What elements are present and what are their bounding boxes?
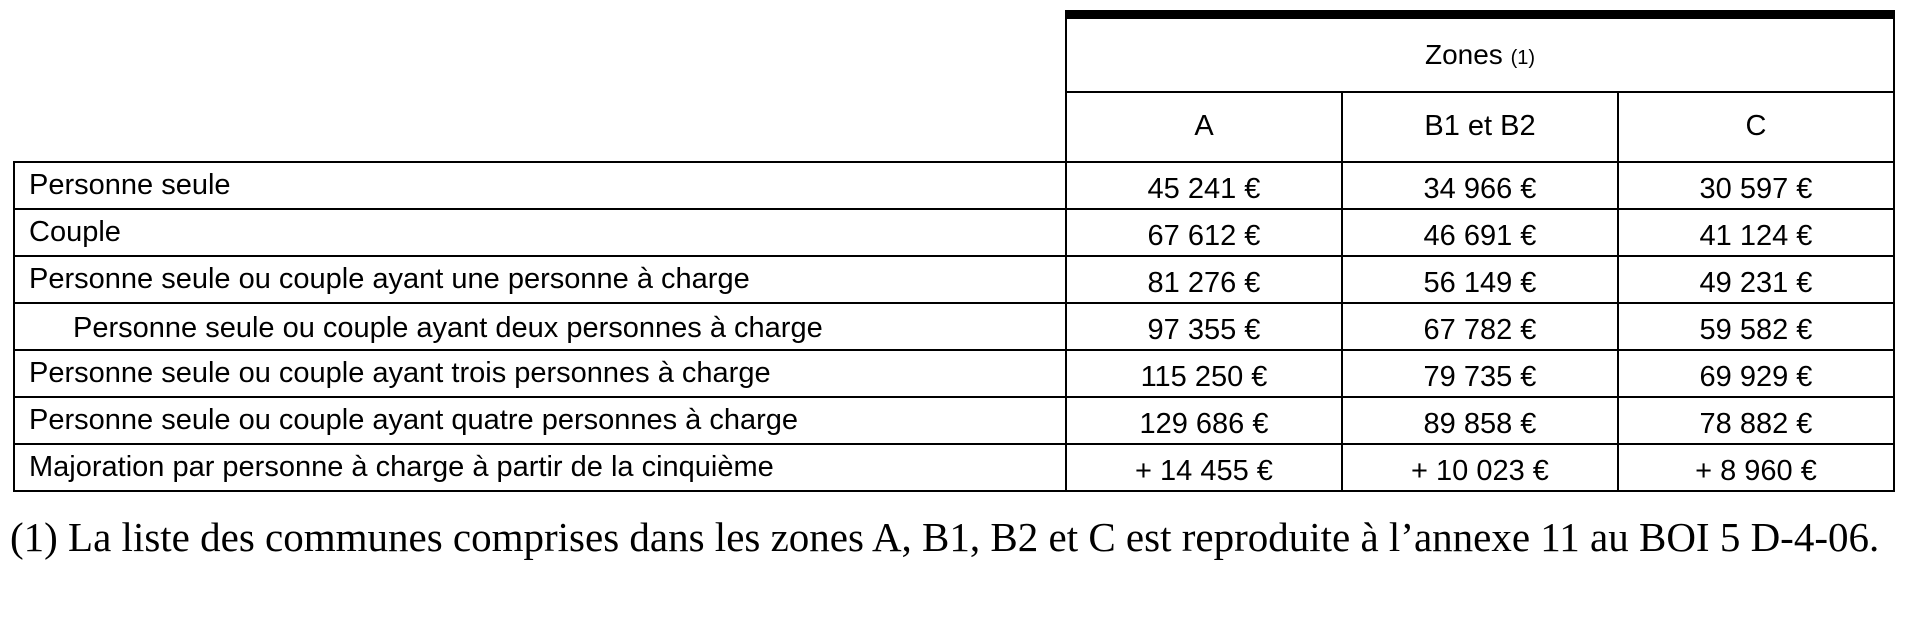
cell-zone-a: + 14 455 € — [1066, 444, 1342, 491]
cell-zone-c: 30 597 € — [1618, 162, 1894, 209]
cell-zone-c: 59 582 € — [1618, 303, 1894, 350]
cell-zone-a: 129 686 € — [1066, 397, 1342, 444]
cell-zone-b1-b2: 56 149 € — [1342, 256, 1618, 303]
table-row — [14, 350, 1894, 397]
cell-zone-b1-b2: + 10 023 € — [1342, 444, 1618, 491]
row-label: Personne seule ou couple ayant trois personnes à charge — [14, 350, 1066, 397]
cell-zone-b1-b2: 89 858 € — [1342, 397, 1618, 444]
row-label: Personne seule ou couple ayant deux personnes à charge — [14, 303, 1066, 350]
cell-zone-c: 78 882 € — [1618, 397, 1894, 444]
cell-zone-a: 67 612 € — [1066, 209, 1342, 256]
column-header-b1-b2: B1 et B2 — [1342, 92, 1618, 162]
cell-zone-c: 69 929 € — [1618, 350, 1894, 397]
cell-zone-c: + 8 960 € — [1618, 444, 1894, 491]
cell-zone-b1-b2: 79 735 € — [1342, 350, 1618, 397]
cell-zone-b1-b2: 34 966 € — [1342, 162, 1618, 209]
cell-zone-b1-b2: 67 782 € — [1342, 303, 1618, 350]
row-label: Majoration par personne à charge à partir de la cinquième — [14, 444, 1066, 491]
cell-zone-b1-b2: 46 691 € — [1342, 209, 1618, 256]
cell-zone-a: 45 241 € — [1066, 162, 1342, 209]
cell-zone-a: 115 250 € — [1066, 350, 1342, 397]
table-row — [14, 162, 1894, 209]
row-label: Personne seule ou couple ayant une personne à charge — [14, 256, 1066, 303]
cell-zone-c: 41 124 € — [1618, 209, 1894, 256]
zones-header-row — [14, 15, 1894, 92]
table-row — [14, 444, 1894, 491]
column-header-a: A — [1066, 92, 1342, 162]
footnote: (1) La liste des communes comprises dans les zones A, B1, B2 et C est reproduite à l’annexe 11 au BOI 5 D-4-06. — [10, 514, 1880, 560]
zones-header — [1066, 15, 1894, 92]
cell-zone-a: 97 355 € — [1066, 303, 1342, 350]
row-label: Personne seule ou couple ayant quatre personnes à charge — [14, 397, 1066, 444]
zones-label: Zones — [1424, 38, 1503, 70]
row-label: Personne seule — [14, 162, 1066, 209]
table-row — [14, 303, 1894, 350]
cell-zone-c: 49 231 € — [1618, 256, 1894, 303]
table-row — [14, 209, 1894, 256]
income-ceiling-table — [13, 10, 1895, 492]
zones-footnote-ref: (1) — [1510, 46, 1536, 69]
table-row — [14, 256, 1894, 303]
column-header-c: C — [1618, 92, 1894, 162]
empty-corner-cell — [14, 15, 1066, 162]
cell-zone-a: 81 276 € — [1066, 256, 1342, 303]
table-row — [14, 397, 1894, 444]
row-label: Couple — [14, 209, 1066, 256]
